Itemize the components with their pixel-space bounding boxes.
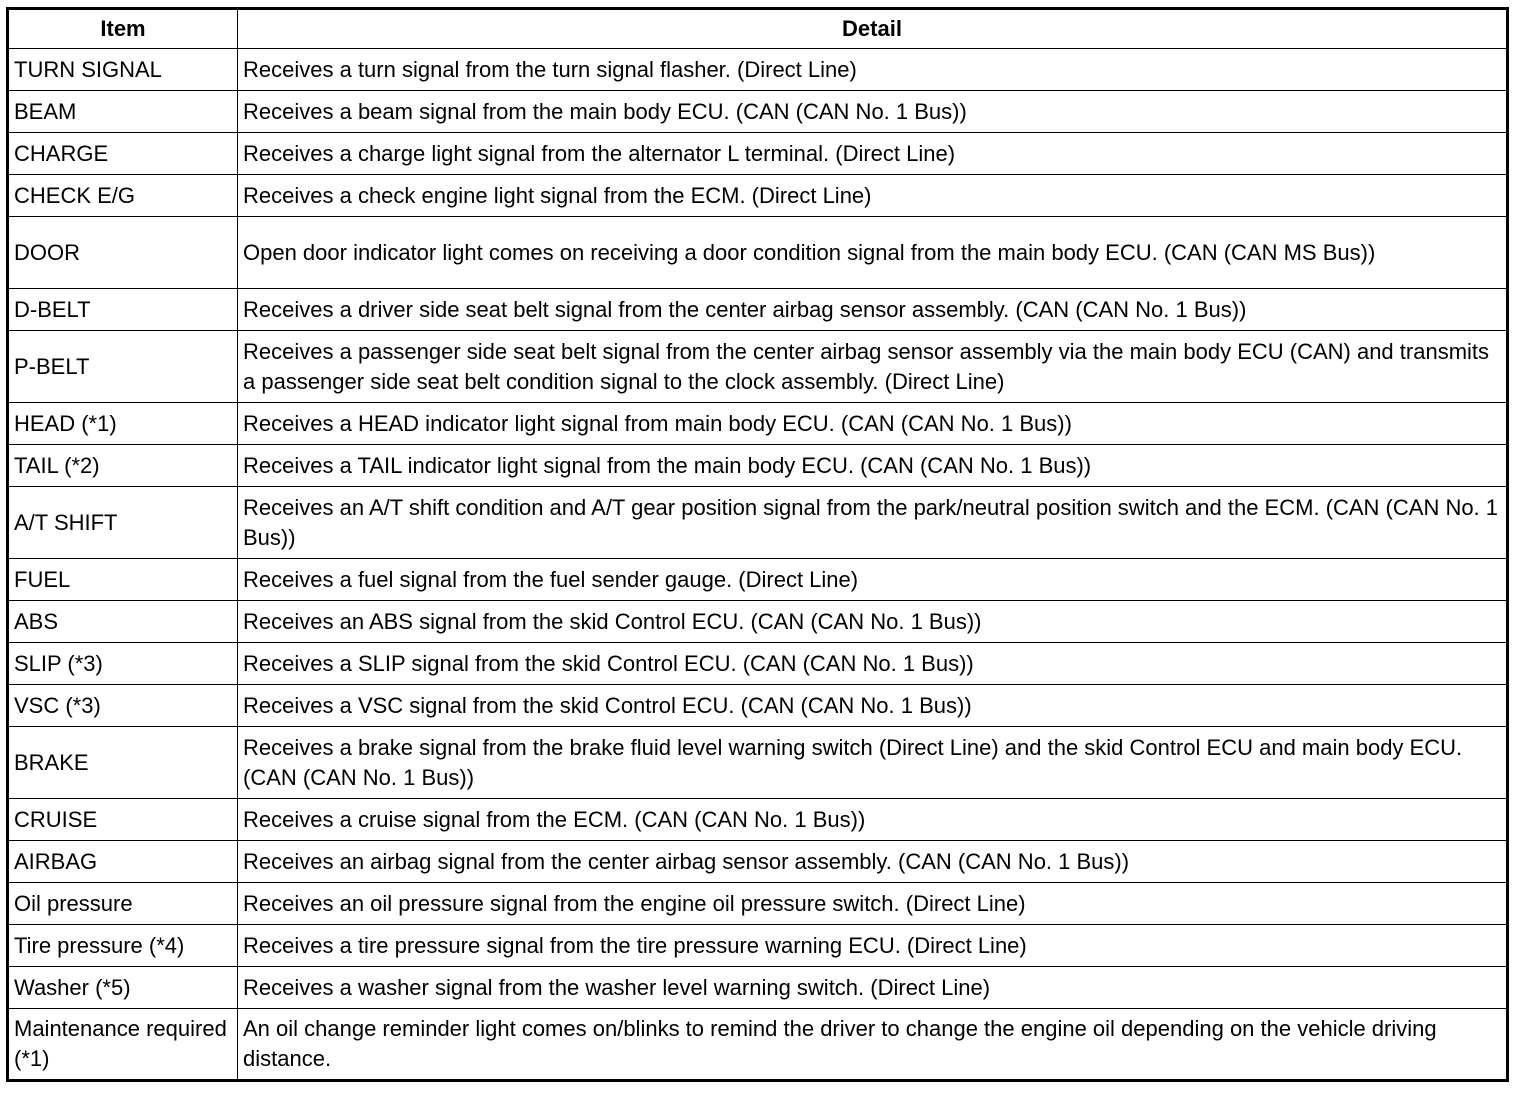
table-row (8, 601, 1508, 643)
table-row (8, 49, 1508, 91)
table-row (8, 841, 1508, 883)
detail-cell: Receives a VSC signal from the skid Control ECU. (CAN (CAN No. 1 Bus)) (238, 685, 1508, 727)
table-row (8, 217, 1508, 289)
indicator-signal-table (6, 7, 1509, 1082)
item-cell: Washer (*5) (8, 967, 238, 1009)
detail-cell: Receives an ABS signal from the skid Control ECU. (CAN (CAN No. 1 Bus)) (238, 601, 1508, 643)
header-detail: Detail (238, 9, 1508, 49)
detail-cell: Receives a fuel signal from the fuel sender gauge. (Direct Line) (238, 559, 1508, 601)
item-cell: TURN SIGNAL (8, 49, 238, 91)
item-cell: BRAKE (8, 727, 238, 799)
detail-cell: Receives a check engine light signal from the ECM. (Direct Line) (238, 175, 1508, 217)
table-row (8, 331, 1508, 403)
detail-cell: Receives a beam signal from the main body ECU. (CAN (CAN No. 1 Bus)) (238, 91, 1508, 133)
item-cell: Maintenance required (*1) (8, 1009, 238, 1081)
item-cell: CRUISE (8, 799, 238, 841)
item-cell: VSC (*3) (8, 685, 238, 727)
table-row (8, 799, 1508, 841)
table-row (8, 925, 1508, 967)
detail-cell: Receives a washer signal from the washer level warning switch. (Direct Line) (238, 967, 1508, 1009)
header-item: Item (8, 9, 238, 49)
item-cell: P-BELT (8, 331, 238, 403)
detail-cell: Open door indicator light comes on receiving a door condition signal from the main body ECU. (CAN (CAN MS Bus)) (238, 217, 1508, 289)
detail-cell: Receives a passenger side seat belt signal from the center airbag sensor assembly via the main body ECU (CAN) and transmits a passenger side seat belt condition signal to the clock assembly. (Direct Line) (238, 331, 1508, 403)
item-cell: ABS (8, 601, 238, 643)
table-row (8, 559, 1508, 601)
table-row (8, 685, 1508, 727)
item-cell: AIRBAG (8, 841, 238, 883)
detail-cell: Receives a brake signal from the brake fluid level warning switch (Direct Line) and the skid Control ECU and main body ECU. (CAN (CAN No. 1 Bus)) (238, 727, 1508, 799)
detail-cell: Receives a tire pressure signal from the tire pressure warning ECU. (Direct Line) (238, 925, 1508, 967)
detail-cell: Receives a SLIP signal from the skid Control ECU. (CAN (CAN No. 1 Bus)) (238, 643, 1508, 685)
detail-cell: Receives an airbag signal from the center airbag sensor assembly. (CAN (CAN No. 1 Bus)) (238, 841, 1508, 883)
item-cell: CHECK E/G (8, 175, 238, 217)
table-row (8, 445, 1508, 487)
table-row (8, 289, 1508, 331)
table-row (8, 91, 1508, 133)
item-cell: FUEL (8, 559, 238, 601)
table-row (8, 967, 1508, 1009)
item-cell: SLIP (*3) (8, 643, 238, 685)
detail-cell: Receives a cruise signal from the ECM. (CAN (CAN No. 1 Bus)) (238, 799, 1508, 841)
table-row (8, 883, 1508, 925)
item-cell: A/T SHIFT (8, 487, 238, 559)
item-cell: CHARGE (8, 133, 238, 175)
detail-cell: Receives a turn signal from the turn signal flasher. (Direct Line) (238, 49, 1508, 91)
table-row (8, 487, 1508, 559)
detail-cell: Receives a charge light signal from the alternator L terminal. (Direct Line) (238, 133, 1508, 175)
item-cell: D-BELT (8, 289, 238, 331)
table-row (8, 133, 1508, 175)
table-row (8, 175, 1508, 217)
item-cell: HEAD (*1) (8, 403, 238, 445)
detail-cell: Receives an A/T shift condition and A/T gear position signal from the park/neutral position switch and the ECM. (CAN (CAN No. 1 Bus)) (238, 487, 1508, 559)
item-cell: DOOR (8, 217, 238, 289)
item-cell: Tire pressure (*4) (8, 925, 238, 967)
item-cell: Oil pressure (8, 883, 238, 925)
detail-cell: An oil change reminder light comes on/blinks to remind the driver to change the engine oil depending on the vehicle driving distance. (238, 1009, 1508, 1081)
table-row (8, 1009, 1508, 1081)
detail-cell: Receives a TAIL indicator light signal from the main body ECU. (CAN (CAN No. 1 Bus)) (238, 445, 1508, 487)
item-cell: BEAM (8, 91, 238, 133)
table-row (8, 643, 1508, 685)
table-header-row (8, 9, 1508, 49)
detail-cell: Receives a HEAD indicator light signal from main body ECU. (CAN (CAN No. 1 Bus)) (238, 403, 1508, 445)
detail-cell: Receives a driver side seat belt signal from the center airbag sensor assembly. (CAN (CAN No. 1 Bus)) (238, 289, 1508, 331)
table-row (8, 403, 1508, 445)
detail-cell: Receives an oil pressure signal from the engine oil pressure switch. (Direct Line) (238, 883, 1508, 925)
item-cell: TAIL (*2) (8, 445, 238, 487)
table-row (8, 727, 1508, 799)
